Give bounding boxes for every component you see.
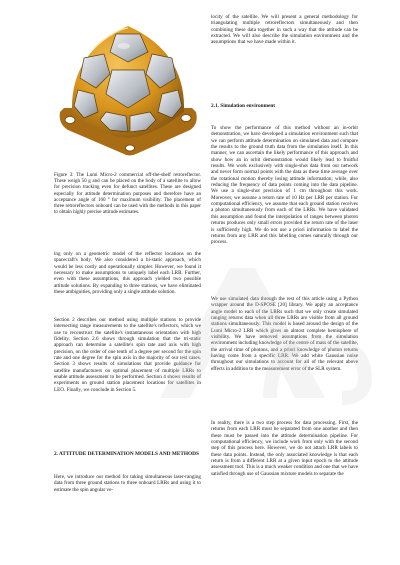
right-paragraph-2-block	[211, 125, 358, 246]
right-paragraph-4: In reality, there is a two step process for data processing. First, the returns from each LRR must be separated from one another and then these must be passed into the attitude determination pipeline. For computational efficiency, we include work from only with the second step of this process here. However, we do not attach LRR labels to these data points. Instead, the only associated knowledge is that each return is from a different LRR at a given input epoch to the attitude assessment tool. This is a much weaker condition and one that we have satisfied through use of Gaussian mixture models to separate the	[211, 420, 358, 477]
right-paragraph-1-block	[211, 14, 358, 46]
right-paragraph-2: To show the performance of this method without an in-orbit demonstration, we have developed a simulation environment such that we can perform attitude determination on simulated data and compare the results to the ground truth data from the simulation itself. In this manner, we can ascertain the likely performance of this approach and show how an in orbit demonstration would likely lead to fruitful results. We work exclusively with single-shot data from our network and never form normal points with the data as these time average over the rotational motion thereby losing attitude information; while, also reducing the frequency of data points coming into the data pipeline. We use a single-shot precision of 1 cm throughout this work. Moreover, we assume a return rate of 10 Hz per LRR per station. For computational efficiency, we assume that each ground station receives a photon simultaneously from each of the LRRs. We have validated this assumption and found the interpolation of ranges between photon returns produces only small errors provided the return rate of the laser is sufficiently high. We do not use a priori information to label the returns from any LRR and this labelling comes naturally through our process.	[211, 125, 358, 246]
retroreflector-figure	[54, 12, 201, 170]
right-paragraph-1: locity of the satellite. We will present a general methodology for triangulating multiple retroreflectors simultaneously and then combining these data together in such a way that the attitude can be extracted. We will also describe the simulation environment and the assumptions that we have made within it.	[211, 14, 358, 46]
left-paragraph-3-block	[54, 474, 201, 493]
left-paragraph-1: ing only on a geometric model of the reflector locations on the spacecraft's body. We also considered a bi-static approach, which would be less costly and operationally simpler. However, we found it necessary to make assumptions to uniquely label each LRR. Further, even with these assumptions, this approach yielded two possible attitude solutions. By expanding to three stations, we have eliminated these ambiguities, providing only a single attitude solution.	[54, 251, 201, 296]
section-2-heading: 2. ATTITUDE DETERMINATION MODELS AND METHODS	[54, 451, 199, 457]
left-paragraph-3: Here, we introduce our method for taking simultaneous laser-ranging data from three ground stations to three onboard LRRs and using it to estimate the spin angular ve-	[54, 474, 201, 493]
subsection-2-1-heading: 2.1. Simulation environment	[211, 103, 276, 109]
retroreflector-image	[54, 12, 201, 170]
right-paragraph-4-block	[211, 420, 358, 477]
subsection-2-1-heading-block	[211, 103, 358, 109]
left-paragraph-1-block	[54, 251, 201, 295]
right-paragraph-3-block	[211, 296, 358, 372]
figure-caption-text: Figure 3: The Lumi Micro-2 commercial off-the-shelf retroreflector. These weigh 50 g and can be placed on the body of a satellite to allow for precision tracking even for defunct satellites. These are designed especially for attitude determination purposes and therefore have an acceptance angle of 160 ° for maximum visibility. The placement of three retroreflectors onboard can be used with the methods in this paper to obtain highly precise attitude estimates.	[54, 172, 201, 216]
section-2-heading-block	[54, 451, 201, 457]
left-paragraph-2: Section 2 describes our method using multiple stations to provide intersecting range measurements to the satellite's reflectors, which we use to reconstruct the satellite's instantaneous orientation with high fidelity. Section 2.6 shows through simulation that the tri-static approach can determine a satellite's spin rate and axis with high precision, on the order of one tenth of a degree per second for the spin rate and one degree for the spin axis in the majority of our test cases. Section 3 shows results of simulations that provide guidance for satellite manufacturers on optimal placement of multiple LRRs to enable attitude assessment to be performed. Section 4 shows results of experiments on ground station placement locations for satellites in LEO. Finally, we conclude in Section 5.	[54, 317, 201, 393]
figure-caption	[54, 172, 201, 215]
right-paragraph-3: We use simulated data through the rest of this article using a Python wrapper around the D-SPOSE [20] library. We apply an acceptance angle model to each of the LRRs such that we only create simulated ranging returns data when all three LRRs are visible from all ground stations simultaneously. This model is based around the design of the Lumi Micro-2 LRR which gives an almost complete hemisphere of visibility. We have removed assumptions from the simulation environment including knowledge of the centre of mass of the satellite, the arrival time of photons, and a priori knowledge of photon returns having come from a specific LRR. We add white Gaussian noise throughout our simulations to account for all of the relevant above effects in addition to the measurement error of the SLR system.	[211, 296, 358, 372]
left-paragraph-2-block	[54, 317, 201, 393]
